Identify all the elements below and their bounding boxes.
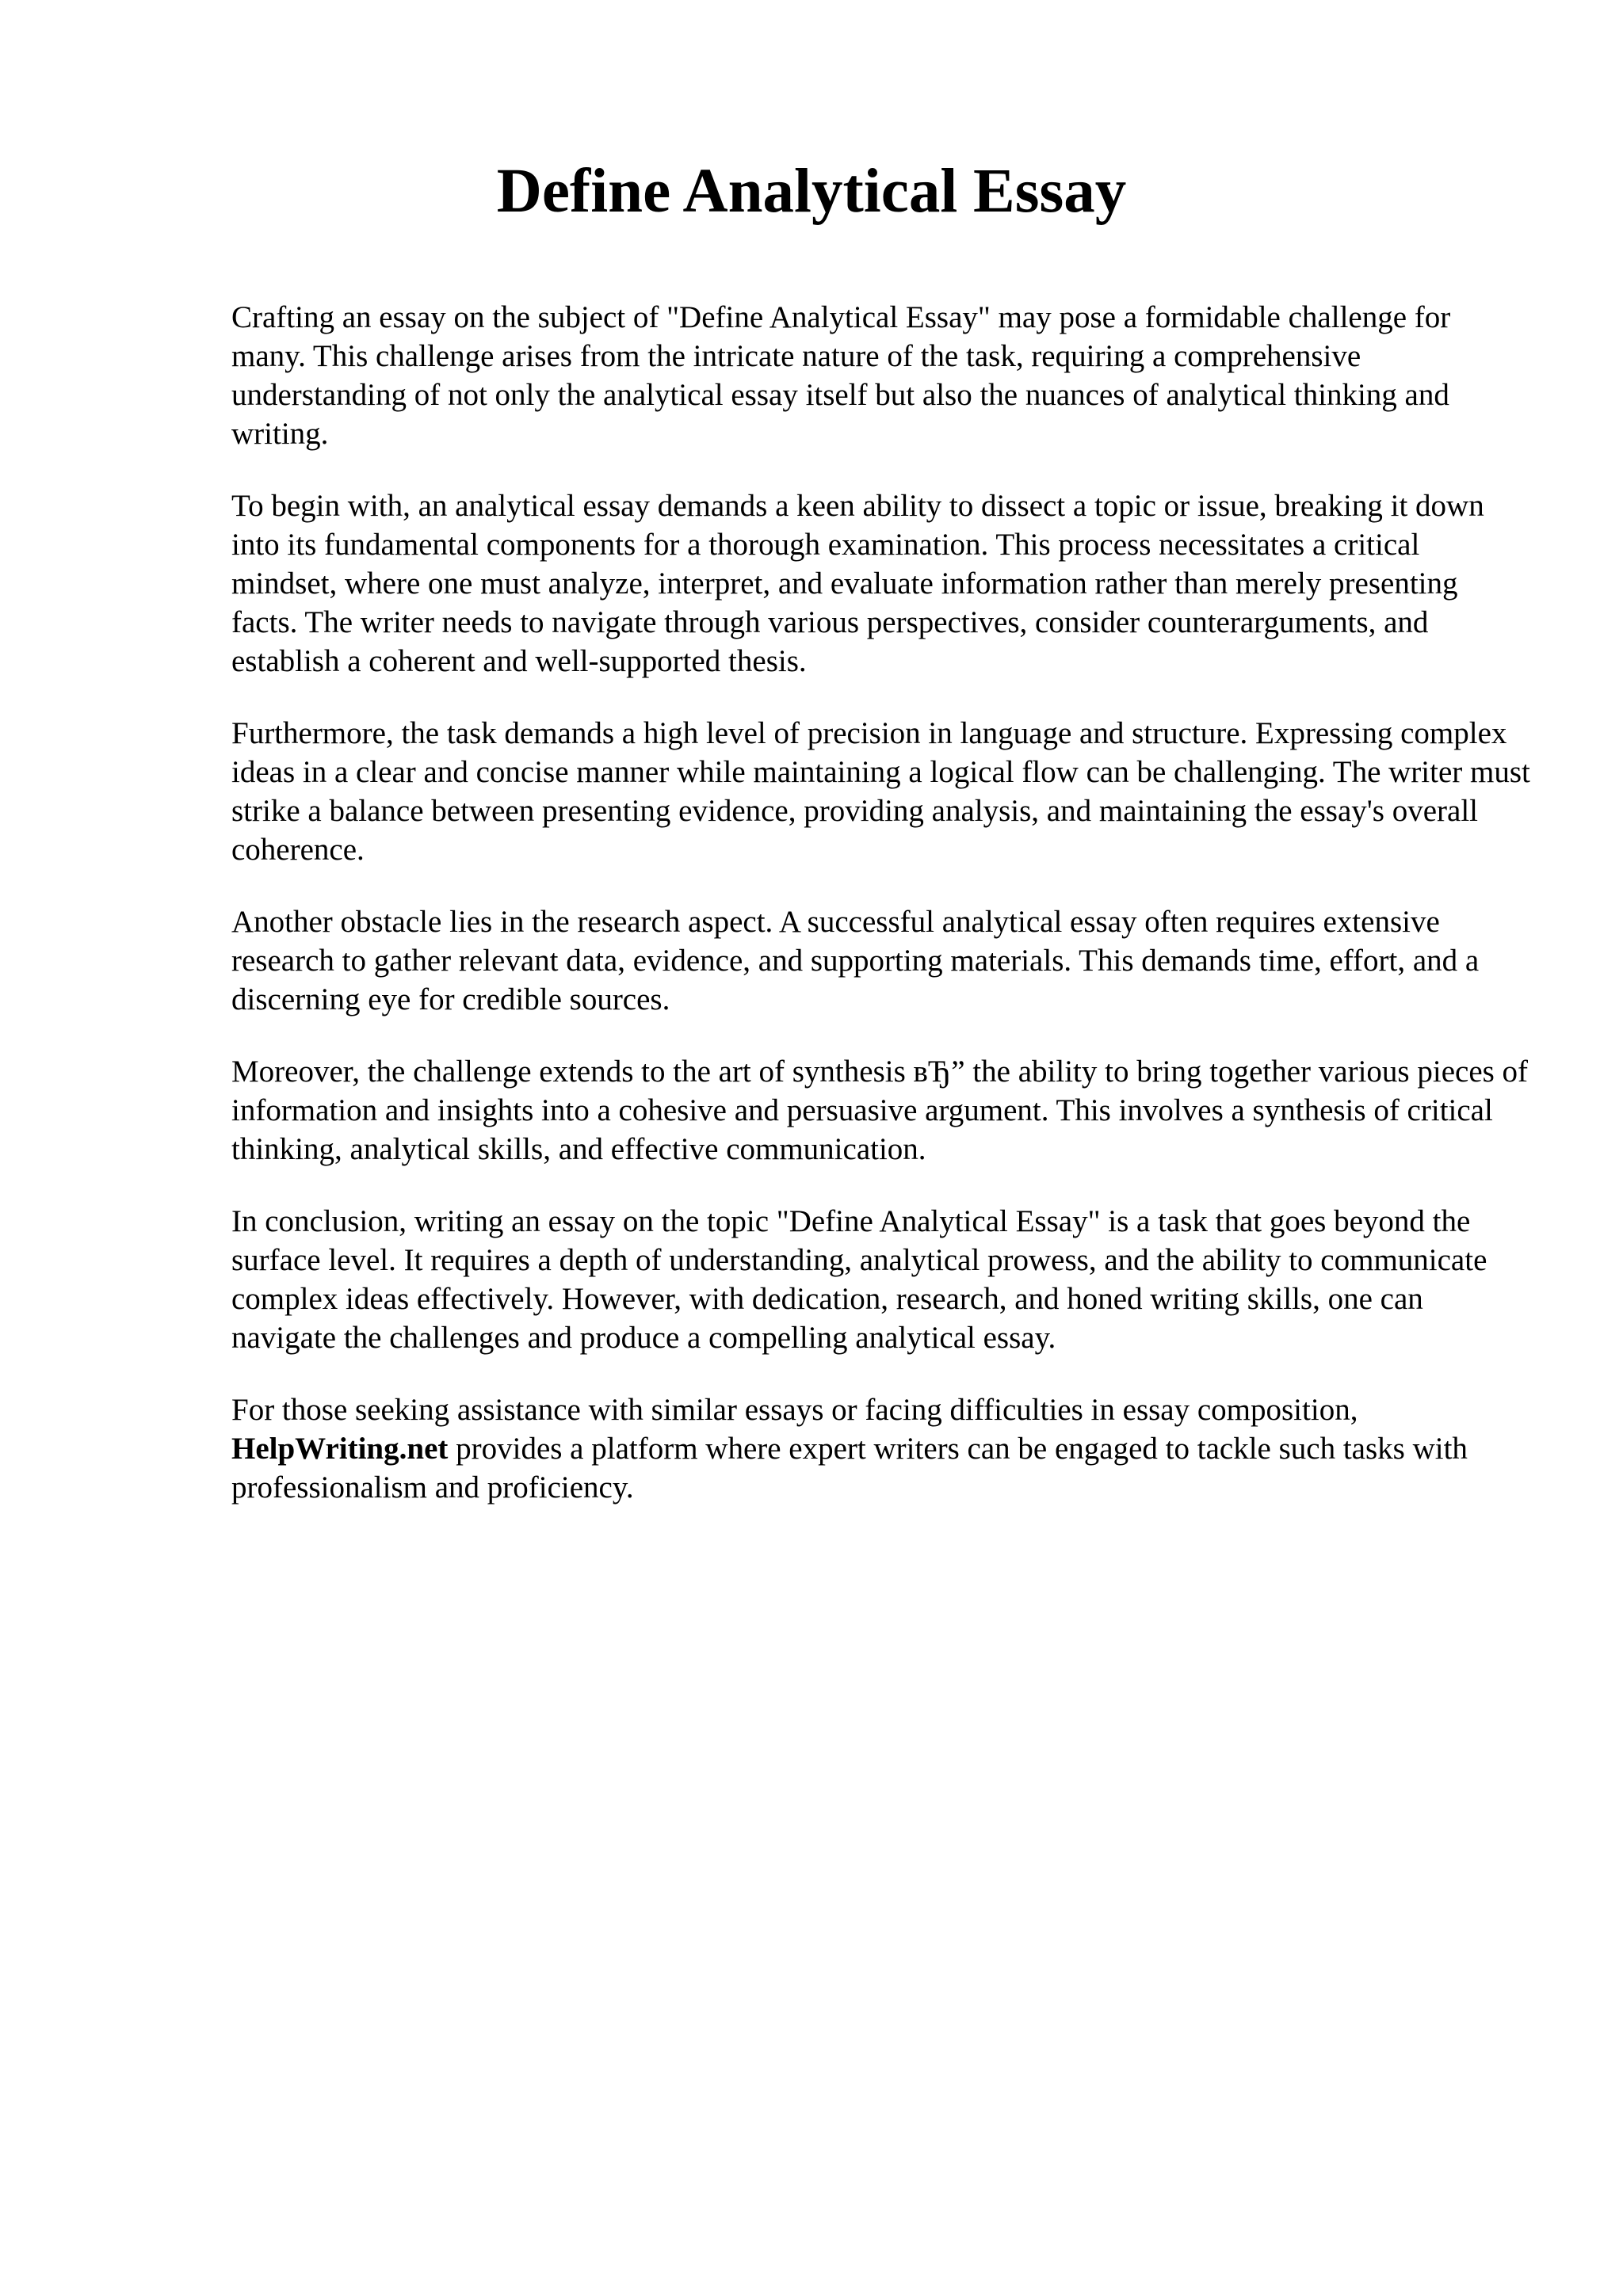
paragraph-6: In conclusion, writing an essay on the topic "Define Analytical Essay" is a task that goes beyond the surface level. It requires a depth of understanding, analytical prowess, and the ability to communicate complex ideas effectively. However, with dedication, research, and honed writing skills, one can navigate the challenges and produce a compelling analytical essay. <box>231 1204 1487 1355</box>
page-title: Define Analytical Essay <box>496 157 1127 226</box>
essay-body <box>231 298 1531 1540</box>
brand-name: HelpWriting.net <box>231 1432 449 1466</box>
closing-paragraph <box>231 1390 1531 1507</box>
paragraph-3: Furthermore, the task demands a high level of precision in language and structure. Expressing complex ideas in a clear and concise manner while maintaining a logical flow can be challenging. The writer must strike a balance between presenting evidence, providing analysis, and maintaining the essay's overall coherence. <box>231 716 1530 867</box>
closing-tail: provides a platform where expert writers can be engaged to tackle such tasks with professionalism and proficiency. <box>231 1432 1468 1505</box>
paragraph-4: Another obstacle lies in the research aspect. A successful analytical essay often requires extensive research to gather relevant data, evidence, and supporting materials. This demands time, effort, and a discerning eye for credible sources. <box>231 905 1480 1016</box>
paragraph-5: Moreover, the challenge extends to the art of synthesis вЂ” the ability to bring together various pieces of information and insights into a cohesive and persuasive argument. This involves a synthesis of critical thinking, analytical skills, and effective communication. <box>231 1055 1529 1166</box>
closing-lead: For those seeking assistance with similar essays or facing difficulties in essay composition, <box>231 1393 1358 1427</box>
paragraph-1: Crafting an essay on the subject of "Define Analytical Essay" may pose a formidable challenge for many. This challenge arises from the intricate nature of the task, requiring a comprehensive understanding of not only the analytical essay itself but also the nuances of analytical thinking and writing. <box>231 300 1451 451</box>
paragraph-2: To begin with, an analytical essay demands a keen ability to dissect a topic or issue, breaking it down into its fundamental components for a thorough examination. This process necessitates a critical mindset, where one must analyze, interpret, and evaluate information rather than merely presenting facts. The writer needs to navigate through various perspectives, consider counterarguments, and establish a coherent and well-supported thesis. <box>231 489 1484 678</box>
